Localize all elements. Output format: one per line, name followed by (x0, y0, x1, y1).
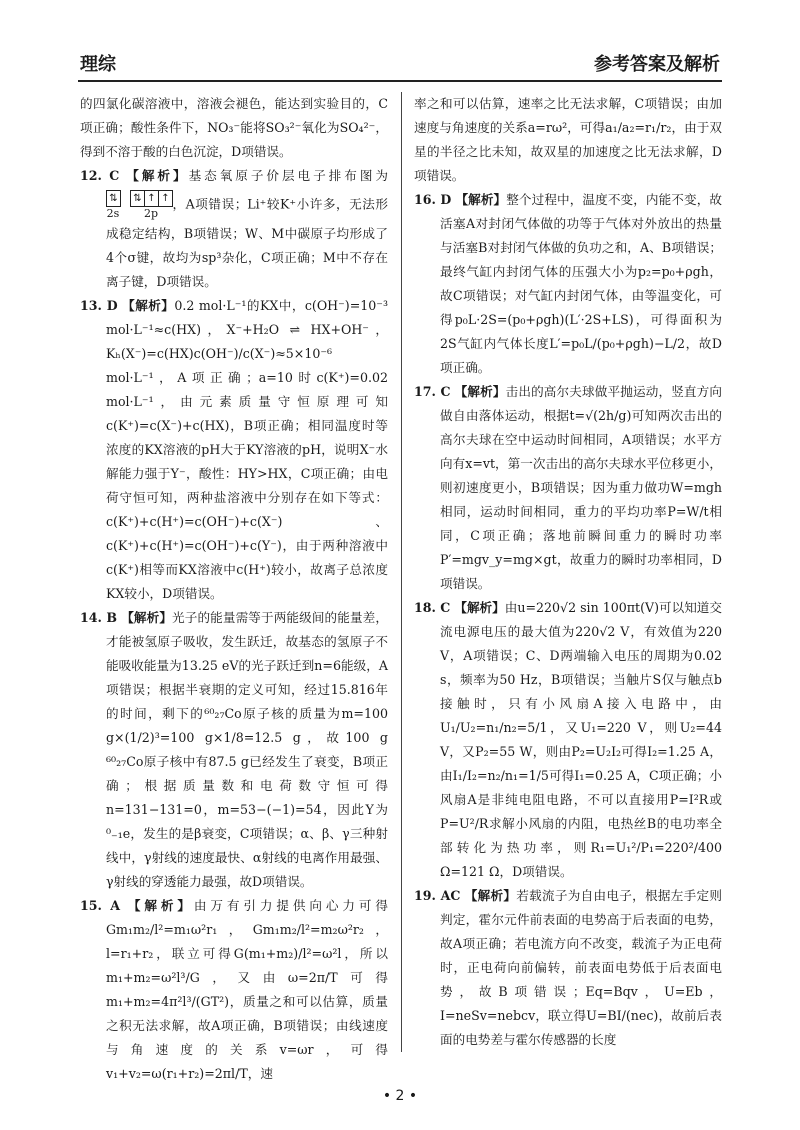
continuation-text: 的四氯化碳溶液中，溶液会褪色，能达到实验目的，C项正确；酸性条件下，NO₃⁻能将SO₃²⁻氧化为SO₄²⁻，得到不溶于酸的白色沉淀，D项错误。 (80, 96, 388, 159)
analysis-tag: 【解析】 (122, 298, 175, 313)
analysis-tag: 【解析】 (454, 600, 505, 615)
analysis-tag: 【解析】 (121, 610, 173, 625)
answer-number: 15. A (80, 898, 120, 913)
answer-text: 0.2 mol·L⁻¹的KX中，c(OH⁻)=10⁻³ mol·L⁻¹≈c(HX)，X⁻+H₂O ⇌ HX+OH⁻，Kₕ(X⁻)=c(HX)c(OH⁻)/c(X⁻)≈5×10⁻⁶ mol·L⁻¹，A项正确；a=10时c(K⁺)=0.02 mol·L⁻¹，由元素质量守恒原理可知c(K⁺)=c(X⁻)+c(HX)，B项正确；相同温度时等浓度的KX溶液的pH大于KY溶液的pH，说明X⁻水解能力强于Y⁻，酸性：HY>HX，C项正确；由电荷守恒可知，两种盐溶液中分别存在如下等式：c(K⁺)+c(H⁺)=c(OH⁻)+c(X⁻)、c(K⁺)+c(H⁺)=c(OH⁻)+c(Y⁻)，由于两种溶液中c(K⁺)相等而KX溶液中c(H⁺)较小，故离子总浓度KX较小，D项错误。 (106, 298, 388, 601)
column-divider (401, 92, 402, 1052)
answer-number: 12. C (80, 168, 120, 183)
answer-text: 若载流子为自由电子，根据左手定则判定，霍尔元件前表面的电势高于后表面的电势，故A项正确；若电流方向不改变，载流子为正电荷时，正电荷向前偏转，前表面电势低于后表面电势，故B项错误；Eq=Bqv，U=Eb，I=neSv=nebcv，联立得U=BI/(nec)，故前后表面的电势差与霍尔传感器的长度 (440, 888, 723, 1047)
answer-18 (414, 596, 722, 884)
orbital-box: ↑ (144, 190, 159, 207)
answer-text: 整个过程中，温度不变，内能不变，故活塞A对封闭气体做的功等于气体对外放出的热量与活塞B对封闭气体做的负功之和，A、B项错误；最终气缸内封闭气体的压强大小为p₂=p₀+ρgh，故C项错误；对气缸内封闭气体，由等温变化，可得p₀L·2S=(p₀+ρgh)(L′·2S+LS)，可得面积为2S气缸内气体长度L′=p₀L/(p₀+ρgh)−L/2，故D项正确。 (440, 192, 722, 375)
answer-14 (80, 606, 388, 894)
answer-16 (414, 188, 722, 380)
header-subject: 理综 (80, 54, 116, 75)
orbital-2p (130, 190, 172, 220)
answer-text: 击出的高尔夫球做平抛运动，竖直方向做自由落体运动，根据t=√(2h/g)可知两次击出的高尔夫球在空中运动时间相同，A项错误；水平方向有x=vt，第一次击出的高尔夫球水平位移更小，则初速度更小，B项错误；因为重力做功W=mgh相同，运动时间相同，重力的平均功率P=W/t相同，C项正确；落地前瞬间重力的瞬时功率P′=mgv_y=mg×gt，故重力的瞬时功率相同，D项错误。 (440, 384, 723, 591)
orbital-label: 2s (106, 207, 120, 220)
answer-number: 14. B (80, 610, 118, 625)
answer-text: 由u=220√2 sin 100πt(V)可以知道交流电源电压的最大值为220√2 V，有效值为220 V，A项错误；C、D两端输入电压的周期为0.02 s，频率为50 Hz，B项错误；当触片S仅与触点b接触时，只有小风扇A接入电路中，由U₁/U₂=n₁/n₂=5/1，又U₁=220 V，则U₂=44 V，又P₂=55 W，则由P₂=U₂I₂可得I₂=1.25 A，由I₁/I₂=n₂/n₁=1/5可得I₁=0.25 A，C项正确；小风扇A是非纯电阻电路，不可以直接用P=I²R或P=U²/R求解小风扇的内阻，电热丝B的电功率全部转化为热功率，则R₁=U₁²/P₁=220²/400 Ω=121 Ω，D项错误。 (440, 600, 722, 879)
header-title: 参考答案及解析 (594, 54, 720, 75)
analysis-tag: 【解析】 (126, 168, 189, 183)
answer-text: 光子的能量需等于两能级间的能量差，才能被氢原子吸收，发生跃迁，故基态的氢原子不能吸收能量为13.25 eV的光子跃迁到n=6能级，A项错误；根据半衰期的定义可知，经过15.816年的时间，剩下的⁶⁰₂₇Co原子核的质量为m=100 g×(1/2)³=100 g×1/8=12.5 g，故100 g ⁶⁰₂₇Co原子核中有87.5 g已经发生了衰变，B项正确；根据质量数和电荷数守恒可得n=131−131=0，m=53−(−1)=54，因此Y为⁰₋₁e，发生的是β衰变，C项错误；α、β、γ三种射线中，γ射线的速度最快、α射线的电离作用最强、γ射线的穿透能力最强，故D项错误。 (106, 610, 388, 889)
analysis-tag: 【解析】 (464, 888, 517, 903)
answer-13 (80, 294, 388, 606)
continuation-text: 率之和可以估算，速率之比无法求解，C项错误；由加速度与角速度的关系a=rω²，可得a₁/a₂=r₁/r₂，由于双星的半径之比未知，故双星的加速度之比无法求解，D项错误。 (414, 96, 722, 183)
answer-number: 17. C (414, 384, 451, 399)
analysis-tag: 【解析】 (127, 898, 194, 913)
answer-number: 13. D (80, 298, 118, 313)
answer-number: 18. C (414, 600, 451, 615)
orbital-2s (106, 190, 120, 220)
orbital-box: ⇅ (106, 190, 121, 207)
page-number: • 2 • (382, 1088, 418, 1104)
analysis-tag: 【解析】 (455, 192, 507, 207)
answer-number: 16. D (414, 192, 452, 207)
answer-19 (414, 884, 722, 1052)
answer-number: 19. AC (414, 888, 461, 903)
answer-12 (80, 164, 388, 294)
answer-text: 基态氧原子价层电子排布图为 (188, 168, 388, 183)
orbital-box: ↑ (158, 190, 173, 207)
left-column (80, 92, 388, 1086)
orbital-diagram (106, 190, 172, 220)
analysis-tag: 【解析】 (454, 384, 506, 399)
orbital-label: 2p (143, 207, 159, 220)
answer-17 (414, 380, 722, 596)
header-rule (78, 80, 722, 82)
answer-text: 由万有引力提供向心力可得Gm₁m₂/l²=m₁ω²r₁，Gm₁m₂/l²=m₂ω²r₂，l=r₁+r₂，联立可得G(m₁+m₂)/l²=ω²l，所以m₁+m₂=ω²l³/G，又由ω=2π/T可得m₁+m₂=4π²l³/(GT²)，质量之和可以估算，质量之积无法求解，故A项正确，B项错误；由线速度与角速度的关系v=ωr，可得v₁+v₂=ω(r₁+r₂)=2πl/T，速 (106, 898, 388, 1081)
right-column (414, 92, 722, 1052)
answer-15 (80, 894, 388, 1086)
answer-text: ，A项错误；Li⁺较K⁺小许多，无法形成稳定结构，B项错误；W、M中碳原子均形成了4个σ键，故均为sp³杂化，C项正确；M中不存在离子键，D项错误。 (106, 196, 388, 289)
orbital-box: ⇅ (130, 190, 145, 207)
